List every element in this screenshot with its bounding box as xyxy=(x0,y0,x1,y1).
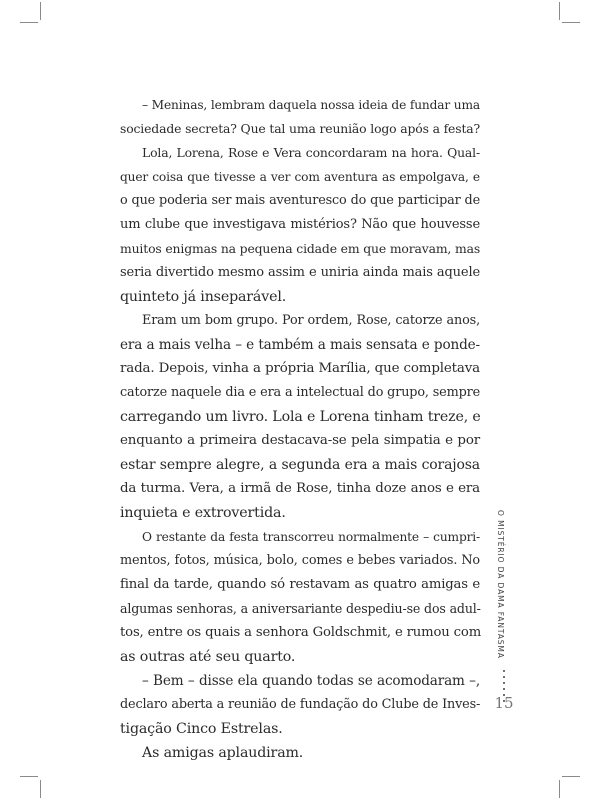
text-line: quer coisa que tivesse a ver com aventura as empolgava, e xyxy=(120,170,480,184)
text-line: algumas senhoras, a aniversariante despediu-se dos adul- xyxy=(120,601,481,616)
paragraph xyxy=(120,93,480,141)
crop-mark xyxy=(20,776,38,777)
text-line: sociedade secreta? Que tal uma reunião logo após a festa? xyxy=(120,121,480,136)
text-line: As amigas aplaudiram. xyxy=(142,745,304,761)
text-line: as outras até seu quarto. xyxy=(120,649,296,665)
text-line: quinteto já inseparável. xyxy=(120,289,287,305)
crop-mark xyxy=(40,2,41,20)
text-line: – Meninas, lembram daquela nossa ideia de fundar uma xyxy=(142,98,481,112)
text-line: um clube que investigava mistérios? Não que houvesse xyxy=(120,217,480,232)
crop-mark xyxy=(559,780,560,798)
crop-mark xyxy=(40,780,41,798)
text-line: tigação Cinco Estrelas. xyxy=(120,721,283,737)
text-line: rada. Depois, vinha a própria Marília, que completava xyxy=(120,361,480,376)
running-header xyxy=(496,510,516,710)
crop-mark xyxy=(559,2,560,20)
body-text xyxy=(120,93,480,765)
text-line: final da tarde, quando só restavam as quatro amigas e xyxy=(120,577,480,592)
text-line: catorze naquele dia e era a intelectual do grupo, sempre xyxy=(120,385,480,400)
text-line: Lola, Lorena, Rose e Vera concordaram na hora. Qual- xyxy=(142,145,480,160)
text-line: declaro aberta a reunião de fundação do Clube de Inves- xyxy=(120,697,481,712)
text-line: da turma. Vera, a irmã de Rose, tinha doze anos e era xyxy=(120,481,480,496)
text-line: – Bem – disse ela quando todas se acomodaram –, xyxy=(142,673,480,689)
text-line: mentos, fotos, música, bolo, comes e bebes variados. No xyxy=(120,553,480,568)
crop-mark xyxy=(562,776,580,777)
text-line: era a mais velha – e também a mais sensata e ponde- xyxy=(120,337,480,353)
text-line: muitos enigmas na pequena cidade em que moravam, mas xyxy=(120,241,481,256)
paragraph xyxy=(120,525,480,669)
book-title: O MISTÉRIO DA DAMA FANTASMA xyxy=(496,510,505,659)
text-line: tos, entre os quais a senhora Goldschmit, e rumou com xyxy=(120,625,482,640)
paragraph xyxy=(120,309,480,525)
text-line: Eram um bom grupo. Por ordem, Rose, catorze anos, xyxy=(142,313,480,328)
text-line: carregando um livro. Lola e Lorena tinham treze, e xyxy=(120,409,481,425)
text-line: seria divertido mesmo assim e uniria ainda mais aquele xyxy=(120,265,480,280)
page-number: 15 xyxy=(494,694,514,712)
text-line: inquieta e extrovertida. xyxy=(120,505,286,521)
text-line: enquanto a primeira destacava-se pela simpatia e por xyxy=(120,433,480,448)
paragraph xyxy=(120,141,480,309)
crop-mark xyxy=(20,22,38,23)
paragraph xyxy=(120,741,480,765)
crop-mark xyxy=(562,22,580,23)
text-line: O restante da festa transcorreu normalmente – cumpri- xyxy=(142,530,480,544)
text-line: estar sempre alegre, a segunda era a mais corajosa xyxy=(120,457,480,473)
paragraph xyxy=(120,669,480,741)
text-line: o que poderia ser mais aventuresco do que participar de xyxy=(120,193,480,208)
